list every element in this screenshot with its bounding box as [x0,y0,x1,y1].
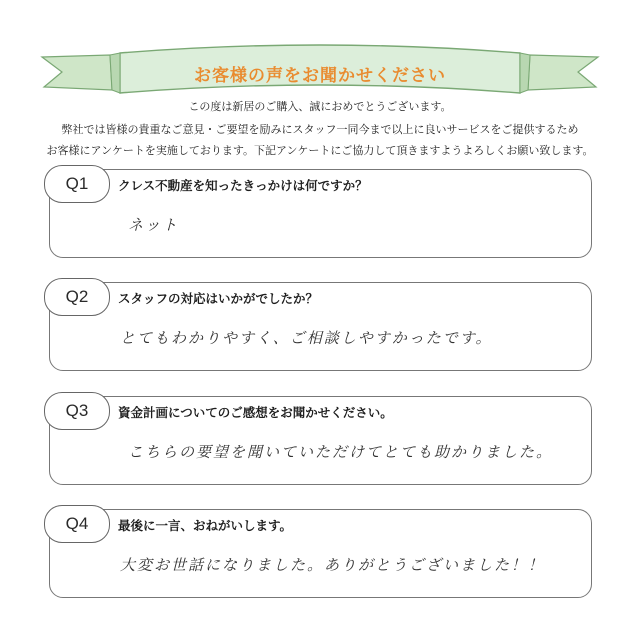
answer-q1: ネット [128,216,180,234]
question-text-q1: クレス不動産を知ったきっかけは何ですか？ [118,178,368,193]
question-text-q4: 最後に一言、おねがいします。 [118,518,293,533]
question-label-q4: Q4 [44,505,110,543]
intro-line-2: 弊社では皆様の貴重なご意見・ご要望を励みにスタッフ一同今まで以上に良いサービスをご提供するため [61,123,579,136]
banner-title: お客様の声をお聞かせください [194,66,446,86]
question-box-q2 [49,282,592,371]
question-label-q1: Q1 [44,165,110,203]
answer-q3: こちらの要望を聞いていただけてとても助かりました。 [128,443,554,461]
intro-line-3: お客様にアンケートを実施しております。下記アンケートにご協力して頂きますようよろしくお願い致します。 [46,144,594,157]
question-box-q1 [49,169,592,258]
question-text-q2: スタッフの対応はいかがでしたか？ [118,291,319,306]
question-label-q3: Q3 [44,392,110,430]
title-banner [40,35,600,105]
question-text-q3: 資金計画についてのご感想をお聞かせください。 [118,405,393,420]
answer-q2: とてもわかりやすく、ご相談しやすかったです。 [120,329,493,347]
intro-line-1: この度は新居のご購入、誠におめでとうございます。 [188,100,452,113]
question-box-q4 [49,509,592,598]
question-label-q2: Q2 [44,278,110,316]
answer-q4: 大変お世話になりました。ありがとうございました！！ [120,556,546,574]
question-box-q3 [49,396,592,485]
